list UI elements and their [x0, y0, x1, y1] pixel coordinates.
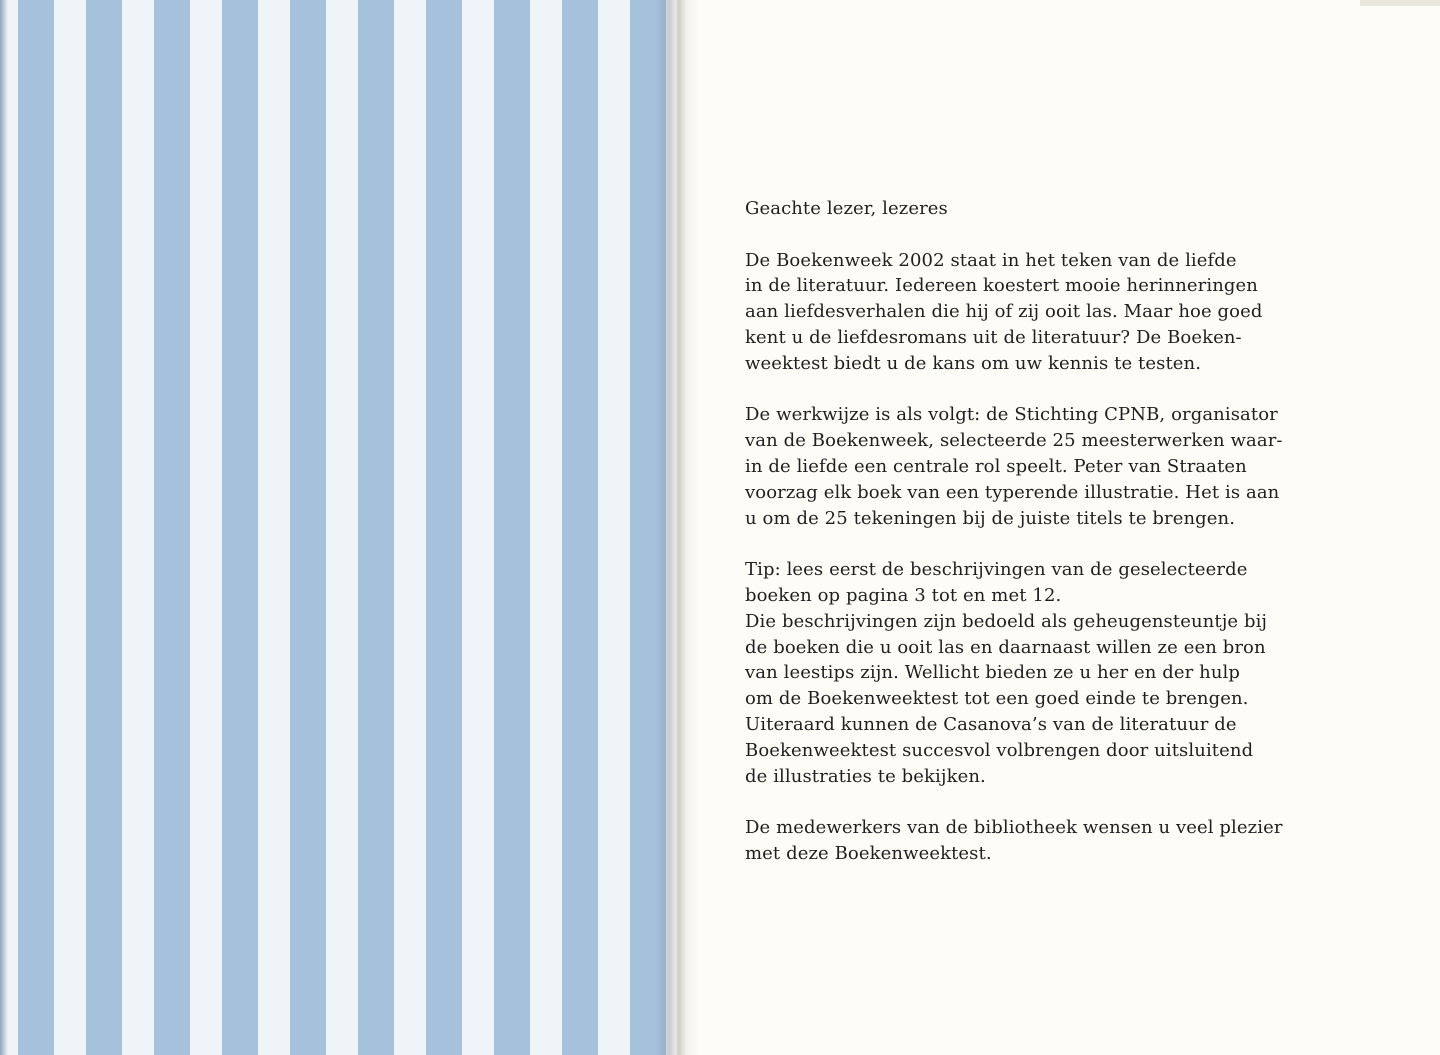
text-line: weektest biedt u de kans om uw kennis te testen.	[745, 352, 1202, 374]
text-line: u om de 25 tekeningen bij de juiste titels te brengen.	[745, 507, 1236, 529]
text-line: van de Boekenweek, selecteerde 25 meesterwerken waar-	[745, 430, 1283, 452]
text-line: in de liefde een centrale rol speelt. Peter van Straaten	[745, 455, 1247, 477]
salutation	[745, 196, 1305, 222]
text-line: De Boekenweek 2002 staat in het teken van de liefde	[745, 249, 1237, 271]
text-line: Uiteraard kunnen de Casanova’s van de literatuur de	[745, 713, 1237, 735]
text-line: voorzag elk boek van een typerende illustratie. Het is aan	[745, 481, 1280, 503]
paragraph-4	[745, 815, 1305, 867]
text-line: De medewerkers van de bibliotheek wensen u veel plezier	[745, 817, 1283, 839]
page-top-edge	[1360, 0, 1440, 6]
text-line: in de literatuur. Iedereen koestert mooie herinneringen	[745, 275, 1258, 297]
striped-endpaper	[0, 0, 672, 1055]
book-edge-shadow	[0, 0, 8, 1055]
salutation-line: Geachte lezer, lezeres	[745, 198, 948, 219]
text-line: met deze Boekenweektest.	[745, 842, 992, 864]
text-line: Boekenweektest succesvol volbrengen door uitsluitend	[745, 739, 1254, 761]
text-line: om de Boekenweektest tot een goed einde te brengen.	[745, 688, 1249, 710]
text-line: van leestips zijn. Wellicht bieden ze u her en der hulp	[745, 662, 1241, 684]
text-line: Tip: lees eerst de beschrijvingen van de geselecteerde	[745, 559, 1248, 581]
book-gutter	[656, 0, 700, 1055]
text-line: kent u de liefdesromans uit de literatuur? De Boeken-	[745, 326, 1242, 348]
paragraph-2	[745, 402, 1305, 531]
text-line: aan liefdesverhalen die hij of zij ooit las. Maar hoe goed	[745, 301, 1263, 323]
paragraph-1	[745, 248, 1305, 377]
text-line: de illustraties te bekijken.	[745, 765, 986, 787]
paragraph-3	[745, 557, 1305, 789]
text-line: Die beschrijvingen zijn bedoeld als geheugensteuntje bij	[745, 610, 1268, 632]
text-line: boeken op pagina 3 tot en met 12.	[745, 584, 1062, 606]
letter-text	[745, 196, 1305, 893]
text-line: De werkwijze is als volgt: de Stichting CPNB, organisator	[745, 404, 1278, 426]
text-line: de boeken die u ooit las en daarnaast willen ze een bron	[745, 636, 1266, 658]
